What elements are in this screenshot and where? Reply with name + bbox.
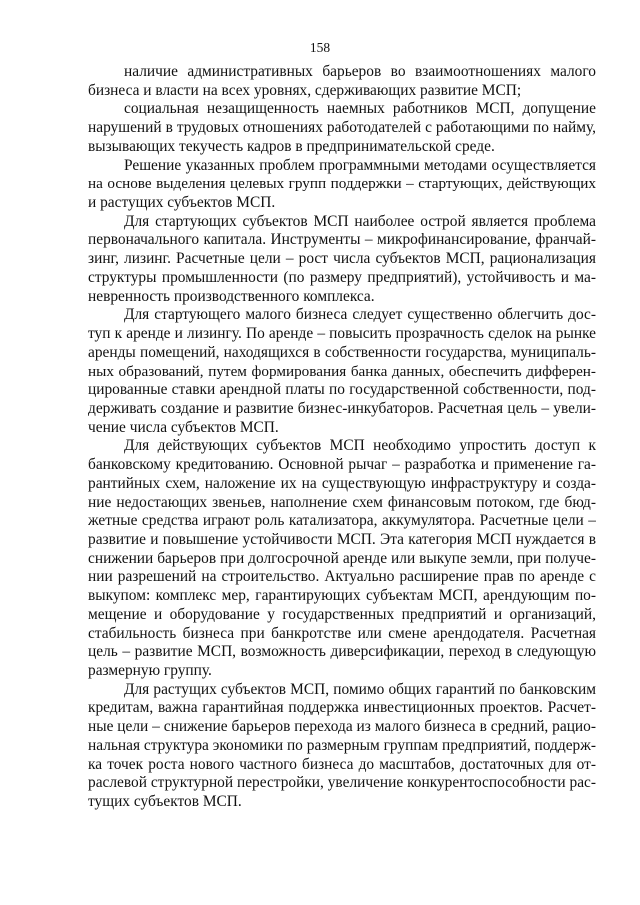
text-line: держивать создание и развитие бизнес-инкубаторов. Расчетная цель – увели- — [88, 399, 596, 417]
text-line: нии разрешений на строительство. Актуально расширение прав по аренде с — [88, 568, 596, 586]
text-line: банковскому кредитованию. Основной рычаг – разработка и применение га- — [88, 456, 596, 474]
text-line: чение числа субъектов МСП. — [88, 418, 279, 436]
paragraph — [88, 213, 596, 307]
text-line: раслевой структурной перестройки, увеличение конкурентоспособности рас- — [88, 774, 596, 792]
text-line: аренды помещений, находящихся в собственности государства, муниципаль- — [88, 343, 596, 361]
text-line: социальная незащищенность наемных работников МСП, допущение — [124, 100, 596, 118]
text-line: Для растущих субъектов МСП, помимо общих гарантий по банковским — [124, 680, 596, 698]
text-line: невренность производственного комплекса. — [88, 287, 375, 305]
text-line: нарушений в трудовых отношениях работодателей с работающими по найму, — [88, 119, 596, 137]
text-line: Для стартующего малого бизнеса следует существенно облегчить дос- — [124, 306, 596, 324]
text-line: ка точек роста нового частного бизнеса до масштабов, достаточных для от- — [88, 755, 596, 773]
text-line: развитие и повышение устойчивости МСП. Эта категория МСП нуждается в — [88, 530, 596, 548]
text-line: нальная структура экономики по размерным группам предприятий, поддерж- — [88, 736, 596, 754]
text-line: на основе выделения целевых групп поддержки – стартующих, действующих — [88, 175, 596, 193]
text-line: туп к аренде и лизингу. По аренде – повысить прозрачность сделок на рынке — [88, 325, 596, 343]
text-line: ние недостающих звеньев, наполнение схем финансовым потоком, где бюд- — [88, 493, 596, 511]
text-line: бизнеса и власти на всех уровнях, сдерживающих развитие МСП; — [88, 81, 522, 99]
text-line: рантийных схем, наложение их на существующую инфраструктуру и созда- — [88, 474, 596, 492]
document-body — [88, 63, 596, 812]
text-line: и растущих субъектов МСП. — [88, 194, 276, 212]
text-line: мещение и оборудование у государственных предприятий и организаций, — [88, 605, 596, 623]
text-line: Решение указанных проблем программными методами осуществляется — [124, 156, 596, 174]
text-line: ных образований, путем формирования банка данных, обеспечить дифферен- — [88, 362, 596, 380]
text-line: зинг, лизинг. Расчетные цели – рост числа субъектов МСП, рационализация — [88, 250, 596, 268]
text-line: цель – развитие МСП, возможность диверсификации, переход в следующую — [88, 643, 596, 661]
text-line: первоначального капитала. Инструменты – микрофинансирование, франчай- — [88, 231, 596, 249]
text-line: Для действующих субъектов МСП необходимо упростить доступ к — [124, 437, 596, 455]
paragraph — [88, 681, 596, 812]
text-line: Для стартующих субъектов МСП наиболее острой является проблема — [124, 212, 596, 230]
text-line: жетные средства играют роль катализатора, аккумулятора. Расчетные цели – — [88, 512, 596, 530]
text-line: снижении барьеров при долгосрочной аренде или выкупе земли, при получе- — [88, 549, 596, 567]
text-line: размерную группу. — [88, 662, 212, 679]
paragraph — [88, 63, 596, 100]
text-line: выкупом: комплекс мер, гарантирующих субъектам МСП, арендующим по- — [88, 587, 596, 605]
paragraph — [88, 437, 596, 680]
text-line: тущих субъектов МСП. — [88, 793, 242, 811]
text-line: вызывающих текучесть кадров в предпринимательской среде. — [88, 137, 495, 155]
text-line: стабильность бизнеса при банкротстве или смене арендодателя. Расчетная — [88, 624, 596, 642]
text-line: структуры промышленности (по размеру предприятий), устойчивость и ма- — [88, 268, 596, 286]
paragraph — [88, 157, 596, 213]
text-line: наличие административных барьеров во взаимоотношениях малого — [124, 63, 596, 80]
text-line: ные цели – снижение барьеров перехода из малого бизнеса в средний, рацио- — [88, 718, 596, 736]
paragraph — [88, 100, 596, 156]
text-line: кредитам, важна гарантийная поддержка инвестиционных проектов. Расчет- — [88, 699, 596, 717]
paragraph — [88, 306, 596, 437]
text-line: цированные ставки арендной платы по государственной собственности, под- — [88, 381, 596, 399]
page-number: 158 — [309, 40, 331, 55]
